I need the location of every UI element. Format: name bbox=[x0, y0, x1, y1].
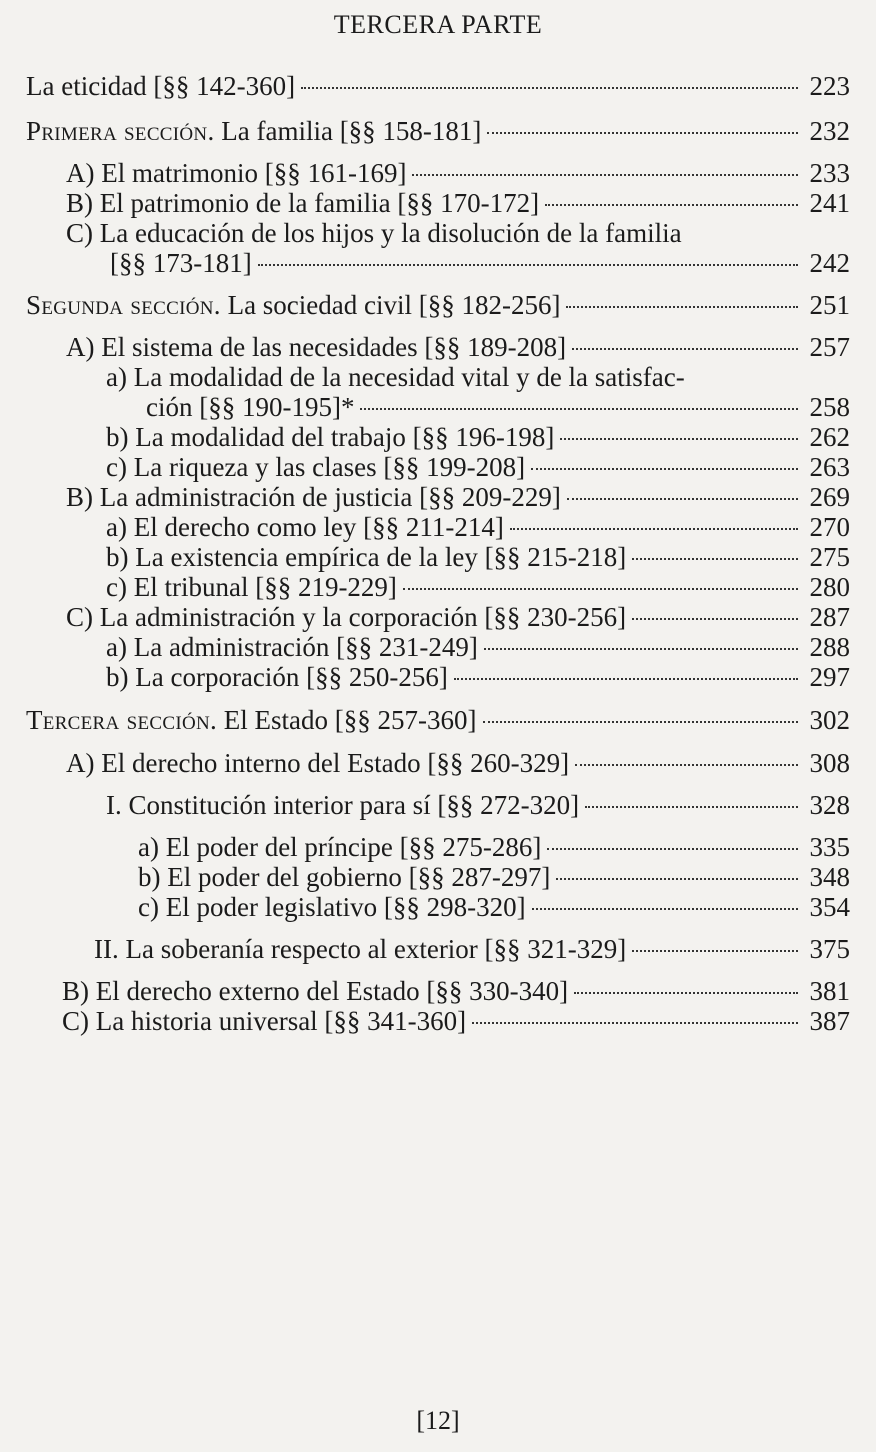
section-label: Segunda sección. bbox=[26, 290, 221, 320]
leader-dots bbox=[487, 130, 798, 134]
section-title: La familia [§§ 158-181] bbox=[214, 116, 482, 146]
leader-dots bbox=[545, 202, 798, 206]
toc-entry-page: 223 bbox=[809, 71, 850, 101]
toc-entry-corporacion[interactable] bbox=[106, 662, 850, 692]
toc-entry-educacion-line1: C) La educación de los hijos y la disolución de la familia bbox=[66, 218, 682, 248]
toc-entry-title bbox=[26, 290, 560, 320]
section-label: Tercera sección. bbox=[26, 705, 218, 735]
toc-entry-title: B) El patrimonio de la familia [§§ 170-172] bbox=[66, 188, 540, 218]
toc-entry-riqueza-clases[interactable] bbox=[106, 452, 850, 482]
leader-dots bbox=[556, 876, 798, 880]
leader-dots bbox=[301, 85, 798, 89]
toc-entry-educacion[interactable] bbox=[110, 248, 850, 278]
toc-entry-title: b) El poder del gobierno [§§ 287-297] bbox=[138, 862, 551, 892]
toc-entry-tribunal[interactable] bbox=[106, 572, 850, 602]
leader-dots bbox=[454, 676, 798, 680]
toc-entry-modalidad-necesidad[interactable] bbox=[146, 392, 850, 422]
toc-entry-poder-gobierno[interactable] bbox=[138, 862, 850, 892]
toc-entry-title: ción [§§ 190-195]* bbox=[146, 392, 355, 422]
toc-entry-title: b) La modalidad del trabajo [§§ 196-198] bbox=[106, 422, 555, 452]
leader-dots bbox=[572, 346, 798, 350]
toc-entry-eticidad[interactable] bbox=[26, 71, 850, 101]
toc-entry-administracion-corporacion[interactable] bbox=[66, 602, 850, 632]
toc-entry-derecho-externo[interactable] bbox=[62, 976, 850, 1006]
leader-dots bbox=[567, 496, 798, 500]
toc-entry-title: a) El poder del príncipe [§§ 275-286] bbox=[138, 832, 542, 862]
toc-entry-derecho-interno[interactable] bbox=[66, 748, 850, 778]
leader-dots bbox=[632, 556, 798, 560]
toc-entry-page: 241 bbox=[809, 188, 850, 218]
toc-entry-poder-principe[interactable] bbox=[138, 832, 850, 862]
toc-entry-page: 232 bbox=[809, 116, 850, 146]
toc-entry-title: C) La administración y la corporación [§§ 230-256] bbox=[66, 602, 627, 632]
toc-entry-page: 308 bbox=[809, 748, 850, 778]
toc-entry-page: 348 bbox=[809, 862, 850, 892]
toc-entry-matrimonio[interactable] bbox=[66, 158, 850, 188]
toc-entry-page: 287 bbox=[809, 602, 850, 632]
leader-dots bbox=[575, 762, 798, 766]
toc-entry-title: c) El tribunal [§§ 219-229] bbox=[106, 572, 397, 602]
toc-entry-title: II. La soberanía respecto al exterior [§§ 321-329] bbox=[94, 934, 627, 964]
leader-dots bbox=[566, 304, 798, 308]
toc-entry-page: 328 bbox=[809, 790, 850, 820]
page-number: [12] bbox=[416, 1406, 460, 1435]
toc-entry-title bbox=[26, 116, 481, 146]
leader-dots bbox=[403, 586, 798, 590]
toc-entry-title: La eticidad [§§ 142-360] bbox=[26, 71, 296, 101]
toc-entry-title: b) La corporación [§§ 250-256] bbox=[106, 662, 448, 692]
toc-entry-title: c) El poder legislativo [§§ 298-320] bbox=[138, 892, 526, 922]
toc-entry-page: 302 bbox=[809, 705, 850, 735]
section-label: Primera sección. bbox=[26, 116, 215, 146]
toc-entry-title: A) El matrimonio [§§ 161-169] bbox=[66, 158, 407, 188]
toc-entry-page: 269 bbox=[809, 482, 850, 512]
toc-entry-title bbox=[26, 705, 477, 735]
toc-entry-title: [§§ 173-181] bbox=[110, 248, 252, 278]
toc-entry-patrimonio[interactable] bbox=[66, 188, 850, 218]
toc-entry-page: 258 bbox=[809, 392, 850, 422]
toc-entry-page: 288 bbox=[809, 632, 850, 662]
leader-dots bbox=[531, 466, 798, 470]
leader-dots bbox=[632, 948, 798, 952]
leader-dots bbox=[632, 616, 798, 620]
leader-dots bbox=[360, 406, 798, 410]
toc-entry-title: a) La administración [§§ 231-249] bbox=[106, 632, 478, 662]
leader-dots bbox=[258, 262, 798, 266]
leader-dots bbox=[574, 990, 798, 994]
toc-entry-sistema-necesidades[interactable] bbox=[66, 332, 850, 362]
part-title: TERCERA PARTE bbox=[333, 10, 543, 39]
toc-entry-page: 280 bbox=[809, 572, 850, 602]
toc-entry-title: A) El derecho interno del Estado [§§ 260-329] bbox=[66, 748, 570, 778]
toc-entry-page: 375 bbox=[809, 934, 850, 964]
toc-entry-page: 270 bbox=[809, 512, 850, 542]
toc-entry-page: 263 bbox=[809, 452, 850, 482]
toc-entry-historia-universal[interactable] bbox=[62, 1006, 850, 1036]
toc-entry-title: A) El sistema de las necesidades [§§ 189-208] bbox=[66, 332, 567, 362]
toc-entry-page: 262 bbox=[809, 422, 850, 452]
toc-entry-tercera-seccion[interactable] bbox=[26, 705, 850, 735]
toc-entry-title: a) El derecho como ley [§§ 211-214] bbox=[106, 512, 504, 542]
toc-entry-page: 251 bbox=[809, 290, 850, 320]
toc-entry-page: 297 bbox=[809, 662, 850, 692]
toc-entry-page: 381 bbox=[809, 976, 850, 1006]
toc-entry-page: 242 bbox=[809, 248, 850, 278]
toc-entry-segunda-seccion[interactable] bbox=[26, 290, 850, 320]
toc-entry-administracion[interactable] bbox=[106, 632, 850, 662]
toc-entry-soberania-exterior[interactable] bbox=[94, 934, 850, 964]
toc-entry-administracion-justicia[interactable] bbox=[66, 482, 850, 512]
toc-entry-derecho-ley[interactable] bbox=[106, 512, 850, 542]
toc-entry-existencia-empirica[interactable] bbox=[106, 542, 850, 572]
toc-entry-modalidad-necesidad-line1: a) La modalidad de la necesidad vital y de la satisfac- bbox=[106, 362, 685, 392]
section-title: La sociedad civil [§§ 182-256] bbox=[220, 290, 561, 320]
toc-entry-title: c) La riqueza y las clases [§§ 199-208] bbox=[106, 452, 526, 482]
leader-dots bbox=[484, 646, 798, 650]
toc-entry-modalidad-trabajo[interactable] bbox=[106, 422, 850, 452]
leader-dots bbox=[483, 719, 799, 723]
leader-dots bbox=[412, 172, 798, 176]
leader-dots bbox=[472, 1020, 798, 1024]
toc-entry-title: I. Constitución interior para sí [§§ 272-320] bbox=[106, 790, 580, 820]
toc-entry-page: 335 bbox=[809, 832, 850, 862]
toc-entry-title: b) La existencia empírica de la ley [§§ 215-218] bbox=[106, 542, 627, 572]
toc-entry-page: 354 bbox=[809, 892, 850, 922]
leader-dots bbox=[585, 804, 798, 808]
leader-dots bbox=[532, 906, 798, 910]
toc-entry-page: 257 bbox=[809, 332, 850, 362]
toc-entry-title: B) El derecho externo del Estado [§§ 330-340] bbox=[62, 976, 569, 1006]
leader-dots bbox=[510, 526, 798, 530]
toc-entry-page: 233 bbox=[809, 158, 850, 188]
leader-dots bbox=[560, 436, 798, 440]
toc-entry-page: 275 bbox=[809, 542, 850, 572]
section-title: El Estado [§§ 257-360] bbox=[217, 705, 477, 735]
toc-entry-title: C) La historia universal [§§ 341-360] bbox=[62, 1006, 467, 1036]
toc-entry-constitucion-interior[interactable] bbox=[106, 790, 850, 820]
toc-entry-primera-seccion[interactable] bbox=[26, 116, 850, 146]
toc-entry-page: 387 bbox=[809, 1006, 850, 1036]
toc-entry-title: B) La administración de justicia [§§ 209-229] bbox=[66, 482, 561, 512]
leader-dots bbox=[547, 846, 798, 850]
toc-entry-poder-legislativo[interactable] bbox=[138, 892, 850, 922]
